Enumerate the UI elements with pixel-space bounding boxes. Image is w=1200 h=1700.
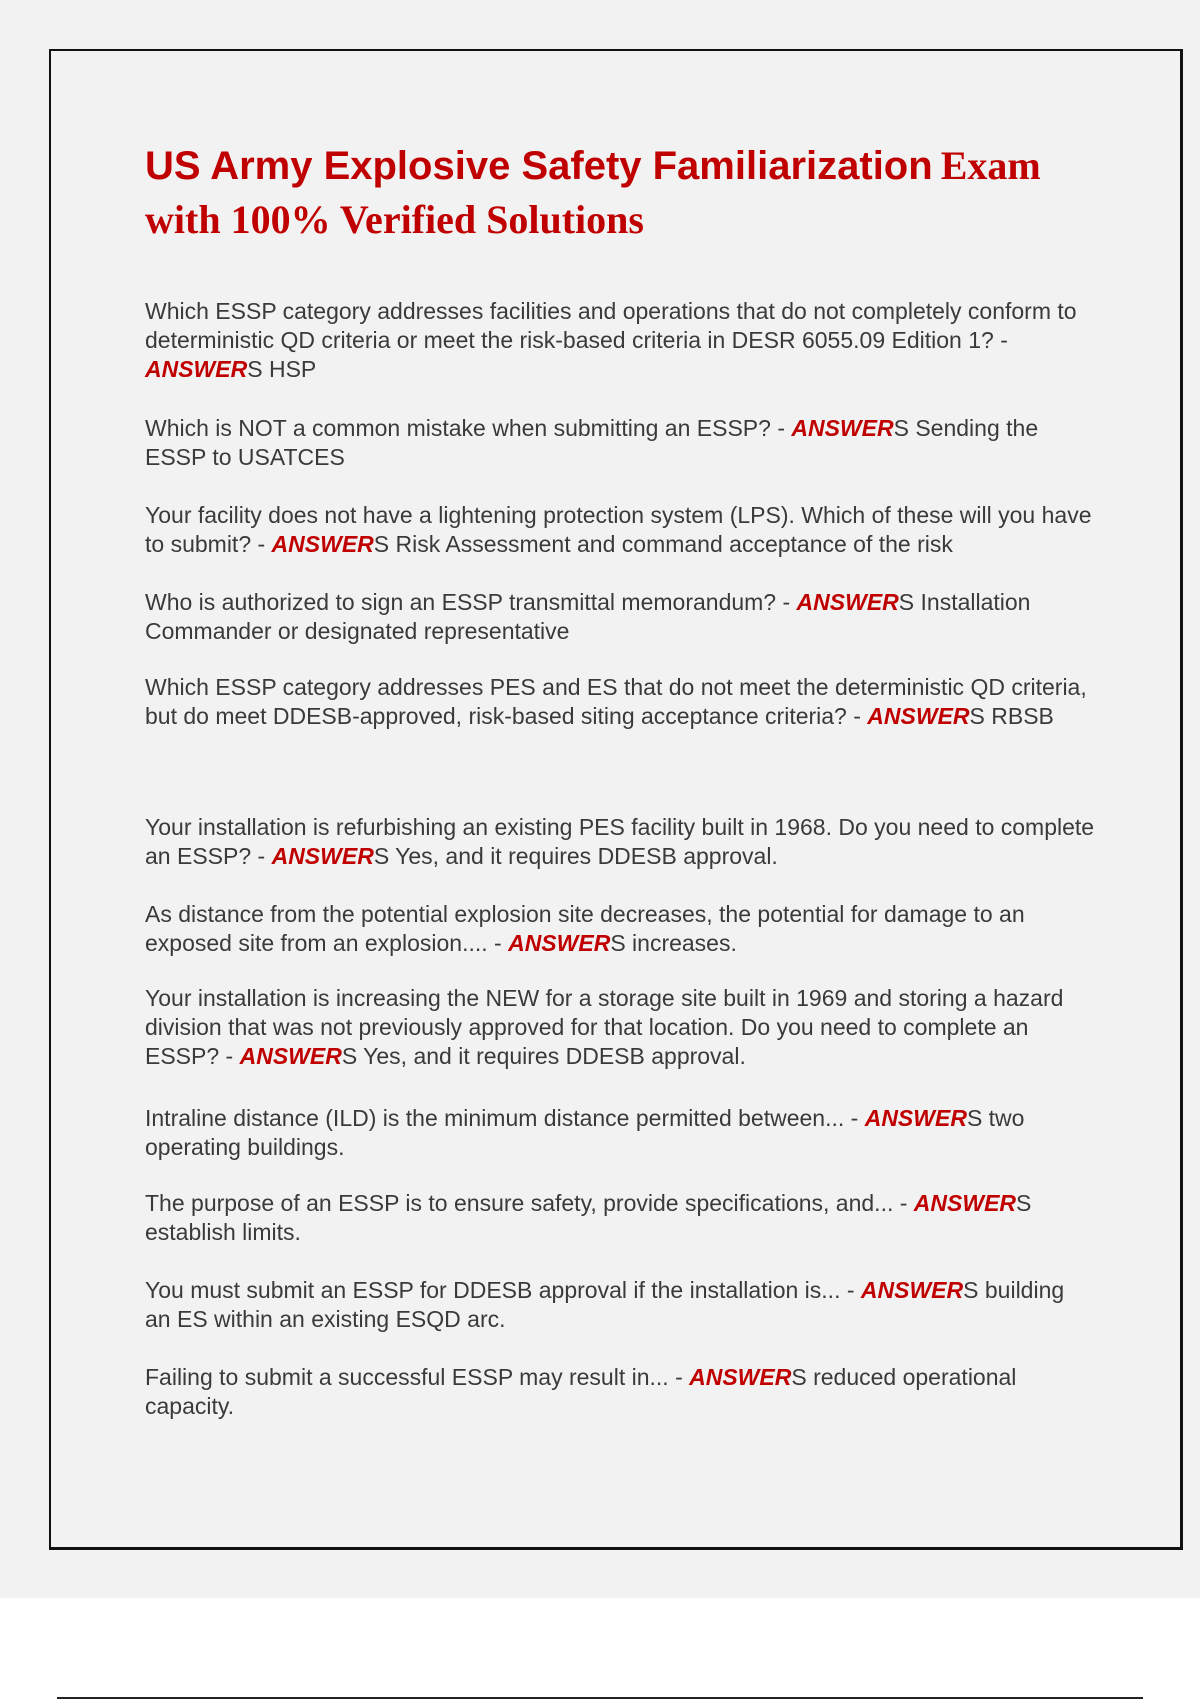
answer-text: S building an ES within an existing ESQD arc.	[145, 1277, 1065, 1332]
question-text: Failing to submit a successful ESSP may result in... -	[145, 1364, 690, 1390]
answer-label: ANSWER	[239, 1043, 342, 1069]
answer-label: ANSWER	[791, 415, 894, 441]
question-text: Your installation is increasing the NEW for a storage site built in 1969 and storing a hazard division that was not previously approved for that location. Do you need to complete an ESSP? -	[145, 985, 1064, 1069]
answer-label: ANSWER	[864, 1105, 967, 1131]
question-text: You must submit an ESSP for DDESB approval if the installation is... -	[145, 1277, 861, 1303]
title-serif-part-1: Exam	[940, 143, 1041, 188]
answer-text: S Sending the ESSP to USATCES	[145, 415, 1039, 470]
qa-item-1	[145, 297, 1095, 384]
answer-label: ANSWER	[145, 356, 248, 382]
answer-label: ANSWER	[689, 1364, 792, 1390]
question-text: Intraline distance (ILD) is the minimum distance permitted between... -	[145, 1105, 865, 1131]
answer-text: S establish limits.	[145, 1190, 1032, 1245]
qa-item-4	[145, 588, 1095, 646]
qa-item-12	[145, 1363, 1095, 1421]
answer-label: ANSWER	[796, 589, 899, 615]
question-text: Which ESSP category addresses PES and ES that do not meet the deterministic QD criteria, but do meet DDESB-approved, risk-based siting acceptance criteria? -	[145, 674, 1087, 729]
answer-label: ANSWER	[913, 1190, 1017, 1216]
answer-text: S Risk Assessment and command acceptance of the risk	[373, 531, 953, 557]
title-sans-part: US Army Explosive Safety Familiarization	[145, 144, 933, 188]
qa-item-8	[145, 984, 1095, 1071]
answer-label: ANSWER	[271, 843, 374, 869]
question-text: The purpose of an ESSP is to ensure safety, provide specifications, and... -	[145, 1190, 914, 1216]
answer-label: ANSWER	[867, 703, 970, 729]
qa-item-10	[145, 1189, 1095, 1247]
answer-text: S increases.	[610, 930, 737, 956]
question-text: As distance from the potential explosion site decreases, the potential for damage to an exposed site from an explosion.... -	[145, 901, 1025, 956]
qa-item-11	[145, 1276, 1095, 1334]
answer-text: S reduced operational capacity.	[145, 1364, 1017, 1419]
qa-item-6	[145, 813, 1095, 871]
answer-label: ANSWER	[508, 930, 611, 956]
qa-item-9	[145, 1104, 1095, 1162]
qa-item-5	[145, 673, 1095, 731]
answer-label: ANSWER	[860, 1277, 964, 1303]
question-text: Which is NOT a common mistake when submitting an ESSP? -	[145, 415, 792, 441]
qa-item-3	[145, 501, 1095, 559]
answer-text: S Installation Commander or designated representative	[145, 589, 1031, 644]
footer-rule	[57, 1697, 1143, 1699]
title-serif-part-2: with 100% Verified Solutions	[145, 197, 644, 242]
qa-item-7	[145, 900, 1095, 958]
answer-text: S Yes, and it requires DDESB approval.	[341, 1043, 746, 1069]
answer-text: S HSP	[247, 356, 317, 382]
qa-item-2	[145, 414, 1095, 472]
answer-text: S two operating buildings.	[145, 1105, 1025, 1160]
document-title	[145, 140, 1095, 248]
answer-text: S Yes, and it requires DDESB approval.	[373, 843, 778, 869]
question-text: Your facility does not have a lightening protection system (LPS). Which of these will you have to submit? -	[145, 502, 1092, 557]
question-text: Which ESSP category addresses facilities and operations that do not completely conform to deterministic QD criteria or meet the risk-based criteria in DESR 6055.09 Edition 1? -	[145, 298, 1077, 353]
answer-text: S RBSB	[969, 703, 1054, 729]
question-text: Your installation is refurbishing an existing PES facility built in 1968. Do you need to complete an ESSP? -	[145, 814, 1095, 869]
answer-label: ANSWER	[271, 531, 374, 557]
question-text: Who is authorized to sign an ESSP transmittal memorandum? -	[145, 589, 797, 615]
